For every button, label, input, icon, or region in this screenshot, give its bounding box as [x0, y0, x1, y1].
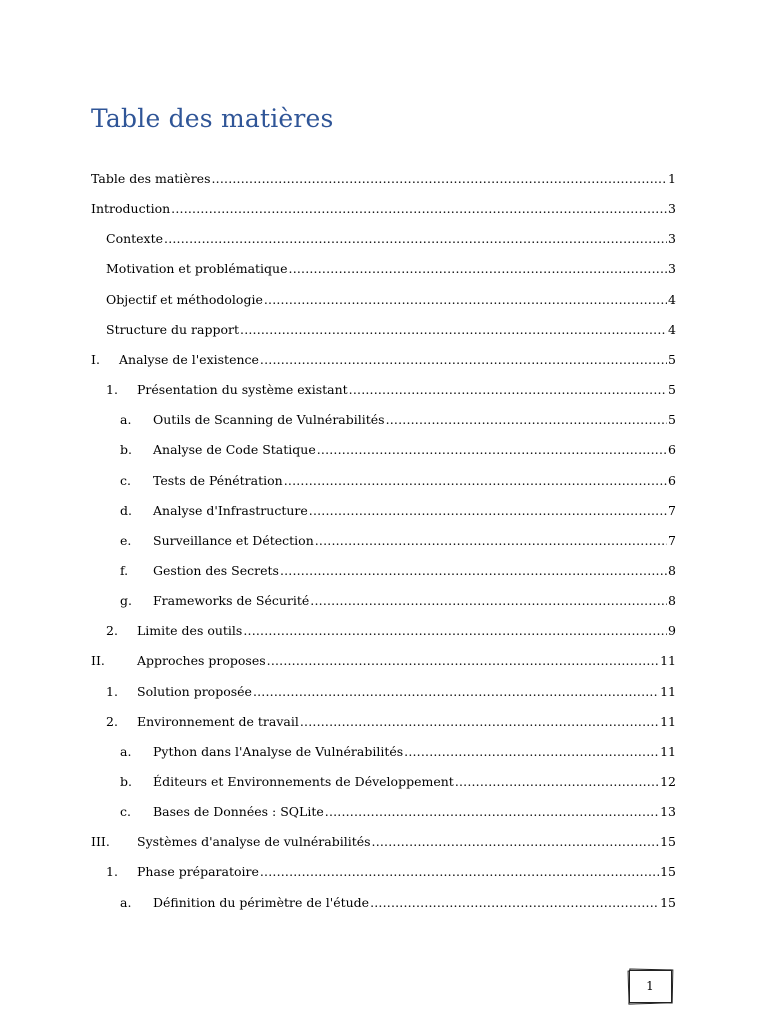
- toc-entry[interactable]: [106, 864, 676, 880]
- toc-dot-leader: [267, 653, 659, 669]
- toc-dot-leader: [164, 231, 667, 247]
- toc-entry-label: Analyse de l'existence: [119, 351, 259, 367]
- toc-entry-page: 11: [660, 683, 676, 699]
- toc-entry[interactable]: [106, 261, 676, 277]
- toc-entry-number: c.: [120, 472, 131, 488]
- toc-entry-number: 1.: [106, 683, 118, 699]
- toc-dot-leader: [280, 563, 667, 579]
- toc-entry[interactable]: [120, 412, 676, 428]
- toc-dot-leader: [171, 201, 667, 217]
- toc-entry-label: Environnement de travail: [137, 713, 299, 729]
- toc-dot-leader: [243, 623, 667, 639]
- toc-entry-label: Analyse d'Infrastructure: [153, 502, 308, 518]
- toc-entry-label: Outils de Scanning de Vulnérabilités: [153, 412, 385, 428]
- page-number: 1: [646, 979, 654, 993]
- toc-dot-leader: [284, 473, 667, 489]
- toc-entry[interactable]: [106, 382, 676, 398]
- toc-entry-page: 8: [668, 593, 676, 609]
- toc-entry-label: Objectif et méthodologie: [106, 291, 263, 307]
- toc-dot-leader: [455, 774, 659, 790]
- toc-dot-leader: [349, 382, 667, 398]
- toc-dot-leader: [264, 292, 667, 308]
- toc-entry-number: I.: [91, 351, 100, 367]
- toc-entry-label: Approches proposes: [137, 653, 266, 669]
- toc-entry[interactable]: [120, 442, 676, 458]
- toc-entry[interactable]: [106, 714, 676, 730]
- toc-entry-page: 5: [668, 382, 676, 398]
- toc-entry-label: Tests de Pénétration: [153, 472, 283, 488]
- toc-entry-number: a.: [120, 894, 132, 910]
- toc-entry-label: Présentation du système existant: [137, 382, 348, 398]
- page-number-box: [628, 968, 672, 1004]
- toc-entry-label: Systèmes d'analyse de vulnérabilités: [137, 834, 371, 850]
- toc-dot-leader: [404, 744, 659, 760]
- page-title: Table des matières: [91, 104, 334, 133]
- toc-entry-number: e.: [120, 532, 132, 548]
- toc-entry[interactable]: [120, 473, 676, 489]
- toc-entry[interactable]: [106, 322, 676, 338]
- toc-entry[interactable]: [120, 533, 676, 549]
- toc-dot-leader: [212, 171, 668, 187]
- toc-entry-page: 12: [660, 774, 676, 789]
- toc-entry-page: 3: [668, 201, 676, 217]
- toc-entry-page: 3: [668, 261, 676, 277]
- toc-entry-label: Introduction: [91, 201, 171, 217]
- toc-entry-label: Bases de Données : SQLite: [153, 804, 324, 820]
- toc-entry-label: Motivation et problématique: [106, 261, 288, 277]
- toc-entry-page: 7: [668, 532, 676, 548]
- toc-entry-number: a.: [120, 412, 132, 428]
- toc-entry-number: III.: [91, 834, 110, 850]
- toc-entry-number: b.: [120, 774, 132, 789]
- toc-dot-leader: [372, 834, 660, 850]
- toc-entry-page: 15: [660, 894, 676, 910]
- toc-entry-number: 1.: [106, 382, 118, 398]
- toc-entry-number: b.: [120, 442, 132, 458]
- toc-entry-page: 5: [668, 412, 676, 428]
- toc-entry-number: 2.: [106, 713, 118, 729]
- toc-entry[interactable]: [120, 744, 676, 760]
- toc-entry-label: Structure du rapport: [106, 321, 240, 337]
- toc-dot-leader: [386, 412, 667, 428]
- toc-entry-page: 6: [668, 442, 676, 458]
- toc-entry-label: Définition du périmètre de l'étude: [153, 894, 370, 910]
- toc-entry-page: 6: [668, 472, 676, 488]
- toc-entry-number: f.: [120, 562, 129, 578]
- toc-entry[interactable]: [106, 684, 676, 700]
- toc-dot-leader: [260, 352, 667, 368]
- toc-entry-number: II.: [91, 653, 105, 669]
- toc-entry[interactable]: [120, 503, 676, 519]
- toc-entry-number: g.: [120, 593, 132, 609]
- toc-dot-leader: [300, 714, 659, 730]
- toc-entry[interactable]: [91, 834, 676, 850]
- toc-entry-number: c.: [120, 804, 131, 820]
- toc-entry[interactable]: [91, 171, 676, 187]
- toc-dot-leader: [309, 503, 667, 519]
- toc-entry[interactable]: [120, 563, 676, 579]
- toc-dot-leader: [315, 533, 667, 549]
- toc-entry-page: 4: [668, 291, 676, 307]
- toc-dot-leader: [310, 593, 667, 609]
- toc-entry[interactable]: [91, 352, 676, 368]
- toc-entry-label: Python dans l'Analyse de Vulnérabilités: [153, 743, 404, 759]
- toc-entry-number: a.: [120, 743, 132, 759]
- toc-dot-leader: [240, 322, 667, 338]
- toc-entry-number: d.: [120, 502, 132, 518]
- toc-entry-page: 11: [660, 653, 676, 669]
- toc-entry-label: Solution proposée: [137, 683, 252, 699]
- toc-entry-page: 3: [668, 231, 676, 247]
- toc-dot-leader: [370, 895, 659, 911]
- toc-entry-page: 15: [660, 864, 676, 880]
- toc-entry-page: 11: [660, 713, 676, 729]
- toc-entry-label: Frameworks de Sécurité: [153, 593, 310, 609]
- toc-entry[interactable]: [120, 593, 676, 609]
- toc-entry-page: 4: [668, 321, 676, 337]
- toc-entry[interactable]: [120, 774, 676, 790]
- toc-entry-label: Surveillance et Détection: [153, 532, 314, 548]
- toc-entry-label: Gestion des Secrets: [153, 562, 279, 578]
- toc-entry-label: Table des matières: [91, 171, 211, 186]
- toc-entry[interactable]: [106, 292, 676, 308]
- toc-dot-leader: [260, 864, 659, 880]
- toc-dot-leader: [325, 804, 659, 820]
- toc-entry-page: 5: [668, 351, 676, 367]
- toc-entry[interactable]: [91, 653, 676, 669]
- toc-entry-page: 13: [660, 804, 676, 820]
- toc-entry-page: 8: [668, 562, 676, 578]
- toc-entry[interactable]: [120, 895, 676, 911]
- toc-entry-label: Limite des outils: [137, 623, 243, 639]
- toc-entry[interactable]: [106, 231, 676, 247]
- toc-entry[interactable]: [106, 623, 676, 639]
- toc-entry-number: 1.: [106, 864, 118, 880]
- toc-entry-page: 11: [660, 743, 676, 759]
- toc-dot-leader: [317, 442, 667, 458]
- toc-entry-page: 7: [668, 502, 676, 518]
- toc-entry-label: Éditeurs et Environnements de Développement: [153, 774, 454, 789]
- toc-entry-label: Contexte: [106, 231, 164, 247]
- toc-entry[interactable]: [120, 804, 676, 820]
- toc-entry-label: Analyse de Code Statique: [153, 442, 316, 458]
- toc-entry-page: 15: [660, 834, 676, 850]
- toc-entry-number: 2.: [106, 623, 118, 639]
- toc-entry-page: 1: [668, 171, 676, 186]
- toc-entry[interactable]: [91, 201, 676, 217]
- toc-dot-leader: [253, 684, 659, 700]
- toc-dot-leader: [289, 261, 668, 277]
- toc-entry-page: 9: [668, 623, 676, 639]
- toc-entry-label: Phase préparatoire: [137, 864, 259, 880]
